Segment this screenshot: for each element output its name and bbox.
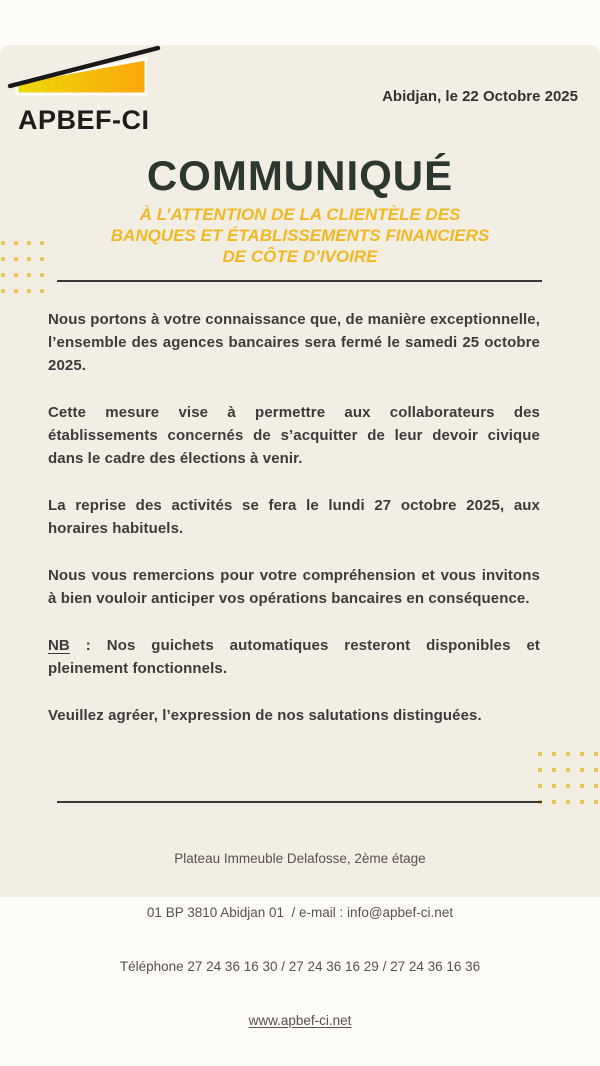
paragraph-closing: Veuillez agréer, l’expression de nos salutations distinguées. [48, 707, 482, 724]
footer-contact-block [0, 814, 600, 1066]
subtitle-line: À L’ATTENTION DE LA CLIENTÈLE DES [139, 205, 461, 224]
footer [0, 801, 600, 1066]
subtitle-line: BANQUES ET ÉTABLISSEMENTS FINANCIERS [110, 226, 490, 245]
paragraph-resumption: La reprise des activités se fera le lundi 27 octobre 2025, aux horaires habituels. [48, 497, 540, 537]
page-title: COMMUNIQUÉ [146, 152, 454, 199]
paragraph-nb [48, 634, 540, 680]
paragraph-thanks: Nous vous remercions pour votre compréhension et vous invitons à bien vouloir anticiper vos opérations bancaires en conséquence. [48, 567, 540, 607]
footer-phone-line: Téléphone 27 24 36 16 30 / 27 24 36 16 29 / 27 24 36 16 36 [119, 959, 481, 974]
footer-mail-line: 01 BP 3810 Abidjan 01 / e-mail : info@apbef-ci.net [146, 905, 454, 920]
logo-text: APBEF-CI [18, 105, 150, 135]
header [0, 45, 600, 145]
website-link[interactable]: www.apbef-ci.net [248, 1013, 352, 1028]
title-separator [57, 280, 542, 282]
subtitle-line: DE CÔTE D’IVOIRE [222, 247, 378, 266]
footer-separator [57, 801, 542, 803]
dots-pattern-right [538, 752, 598, 804]
apbef-ci-logo [10, 45, 160, 136]
nb-text: : Nos guichets automatiques resteront disponibles et pleinement fonctionnels. [48, 637, 540, 677]
dots-pattern-left [1, 241, 44, 293]
footer-address-line: Plateau Immeuble Delafosse, 2ème étage [174, 851, 426, 866]
logo-wedge-icon [10, 45, 160, 103]
nb-label: NB [48, 637, 70, 654]
communique-page [0, 45, 600, 1028]
paragraph-reason: Cette mesure vise à permettre aux collaborateurs des établissements concernés de s’acquitter de leur devoir civique dans le cadre des élections à venir. [48, 404, 540, 467]
subtitle [0, 204, 600, 267]
date-line: Abidjan, le 22 Octobre 2025 [382, 88, 578, 105]
title-block [0, 151, 600, 282]
body-text [0, 308, 600, 727]
paragraph-closure-announcement: Nous portons à votre connaissance que, de manière exceptionnelle, l’ensemble des agences bancaires sera fermé le samedi 25 octobre 2025. [48, 311, 540, 374]
